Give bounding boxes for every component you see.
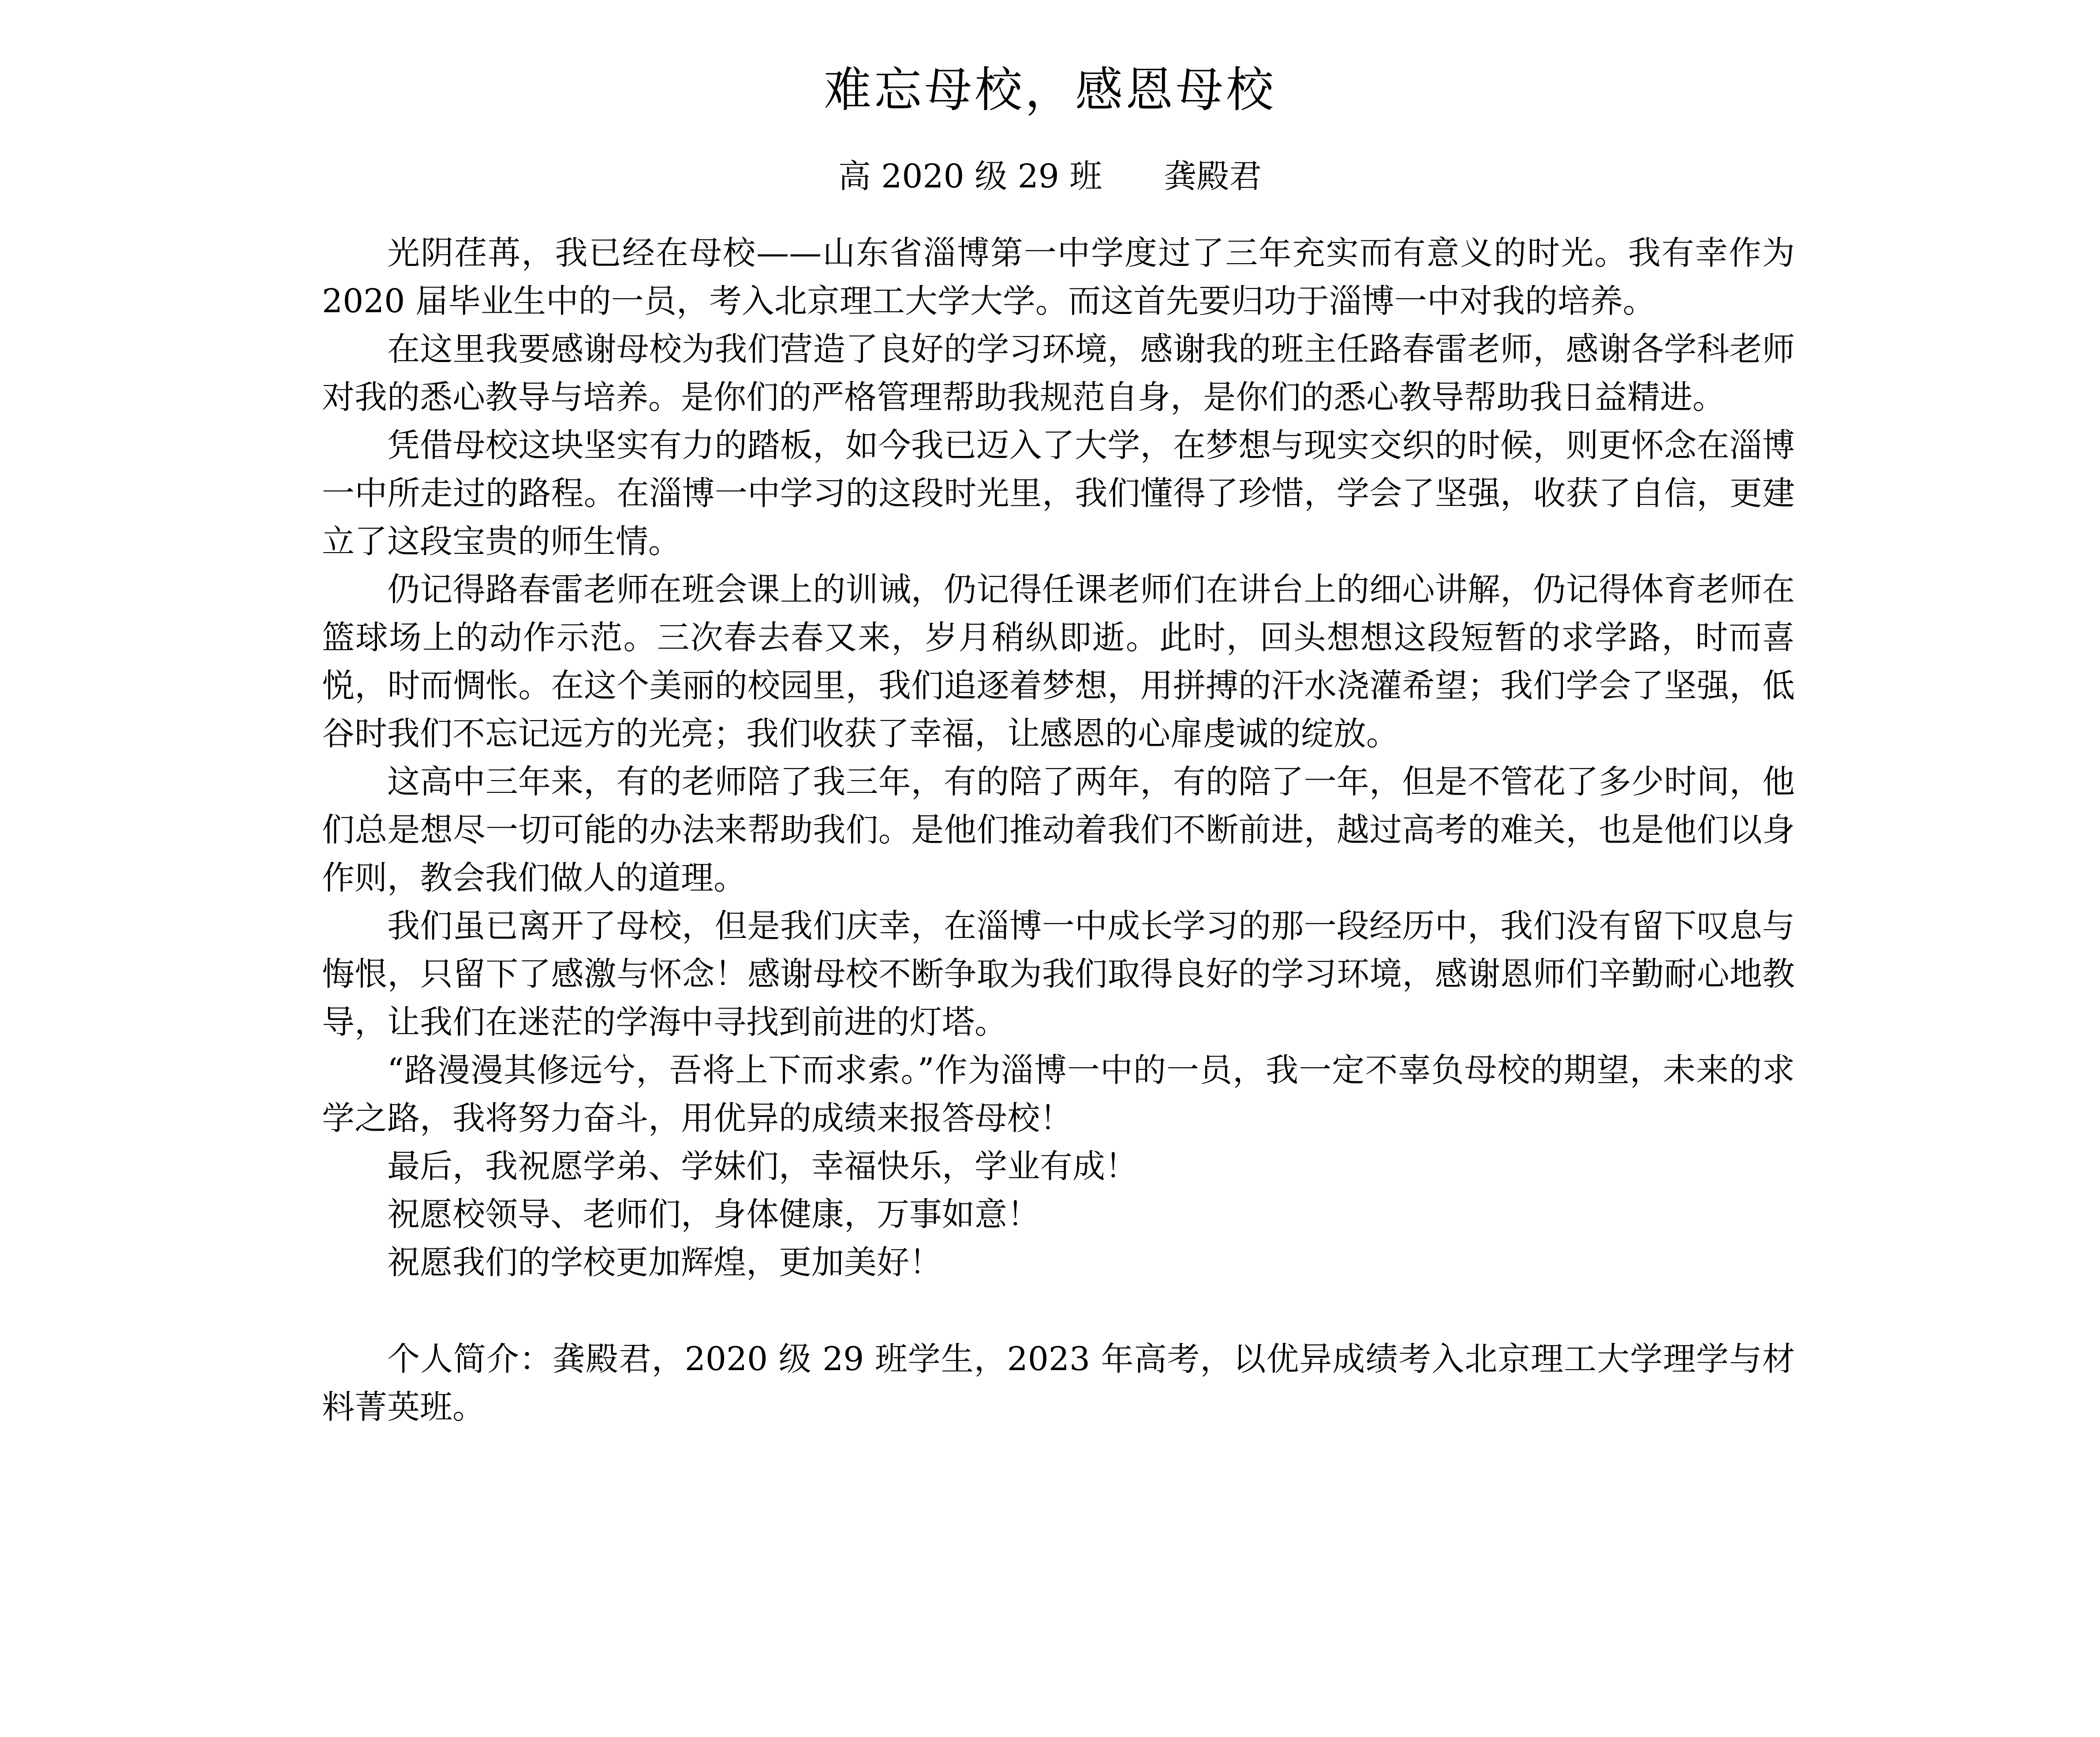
paragraph: 凭借母校这块坚实有力的踏板，如今我已迈入了大学，在梦想与现实交织的时候，则更怀念在淄博一中所走过的路程。在淄博一中学习的这段时光里，我们懂得了珍惜，学会了坚强，收获了自信，更建立了这段宝贵的师生情。	[322, 426, 1795, 560]
paragraph: 光阴荏苒，我已经在母校——山东省淄博第一中学度过了三年充实而有意义的时光。我有幸作为 2020 届毕业生中的一员，考入北京理工大学大学。而这首先要归功于淄博一中对我的培养。	[322, 234, 1795, 320]
paragraph: 最后，我祝愿学弟、学妹们，幸福快乐，学业有成！	[387, 1147, 1138, 1185]
byline-class: 高 2020 级 29 班	[838, 157, 1102, 195]
paragraph: 仍记得路春雷老师在班会课上的训诫，仍记得任课老师们在讲台上的细心讲解，仍记得体育老师在篮球场上的动作示范。三次春去春又来，岁月稍纵即逝。此时，回头想想这段短暂的求学路，时而喜悦，时而惆怅。在这个美丽的校园里，我们追逐着梦想，用拼搏的汗水浇灌希望；我们学会了坚强，低谷时我们不忘记远方的光亮；我们收获了幸福，让感恩的心扉虔诚的绽放。	[322, 571, 1795, 753]
paragraph: 这高中三年来，有的老师陪了我三年，有的陪了两年，有的陪了一年，但是不管花了多少时间，他们总是想尽一切可能的办法来帮助我们。是他们推动着我们不断前进，越过高考的难关，也是他们以身作则，教会我们做人的道理。	[322, 763, 1795, 897]
paragraph-gap	[322, 1287, 1795, 1335]
paragraph: “路漫漫其修远兮，吾将上下而求索。”作为淄博一中的一员，我一定不辜负母校的期望，未来的求学之路，我将努力奋斗，用优异的成绩来报答母校！	[322, 1051, 1795, 1137]
paragraph: 祝愿我们的学校更加辉煌，更加美好！	[387, 1244, 942, 1281]
paragraph: 在这里我要感谢母校为我们营造了良好的学习环境，感谢我的班主任路春雷老师，感谢各学科老师对我的悉心教导与培养。是你们的严格管理帮助我规范自身，是你们的悉心教导帮助我日益精进。	[322, 330, 1795, 416]
paragraph: 祝愿校领导、老师们，身体健康，万事如意！	[387, 1195, 1040, 1233]
document-title: 难忘母校，感恩母校	[823, 63, 1276, 118]
document-body	[322, 229, 1795, 1431]
byline-author: 龚殿君	[1164, 157, 1262, 195]
paragraph: 我们虽已离开了母校，但是我们庆幸，在淄博一中成长学习的那一段经历中，我们没有留下叹息与悔恨，只留下了感激与怀念！感谢母校不断争取为我们取得良好的学习环境，感谢恩师们辛勤耐心地教导，让我们在迷茫的学海中寻找到前进的灯塔。	[322, 907, 1795, 1041]
author-bio: 个人简介：龚殿君，2020 级 29 班学生，2023 年高考，以优异成绩考入北京理工大学理学与材料菁英班。	[322, 1340, 1795, 1426]
byline	[0, 150, 2100, 203]
